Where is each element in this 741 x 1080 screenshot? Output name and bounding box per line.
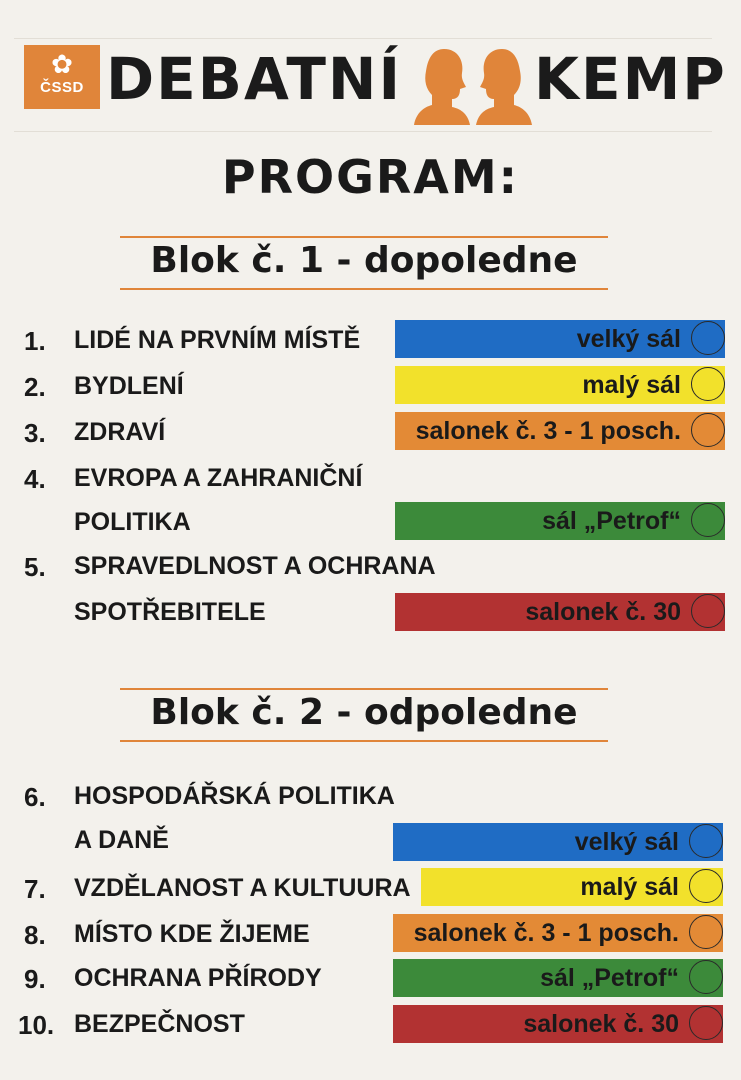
room-label: sál „Petrof“ [542,507,681,535]
title-kemp: KEMP [534,45,727,113]
room-bar [393,959,723,997]
item-number: 3. [24,418,46,448]
topic-label: EVROPA A ZAHRANIČNÍ [74,464,363,492]
item-number: 5. [24,552,46,582]
color-dot-icon [691,321,725,355]
topic-label: BYDLENÍ [74,372,184,400]
room-label: sál „Petrof“ [540,964,679,992]
item-number: 2. [24,372,46,402]
cssd-logo [24,45,100,109]
rose-icon: ✿ [51,49,73,79]
room-label: salonek č. 3 - 1 posch. [415,417,681,445]
item-number: 6. [24,782,46,812]
room-label: salonek č. 30 [523,1010,679,1038]
topic-label: BEZPEČNOST [74,1010,245,1038]
room-label: malý sál [580,873,679,901]
topic-label: ZDRAVÍ [74,418,166,446]
item-number: 8. [24,920,46,950]
block-divider [120,688,608,690]
block-divider [120,288,608,290]
item-number: 1. [24,326,46,356]
color-dot-icon [689,1006,723,1040]
topic-label: OCHRANA PŘÍRODY [74,964,322,992]
block-divider [120,236,608,238]
item-number: 10. [18,1010,55,1040]
color-dot-icon [691,413,725,447]
header-banner [14,38,727,132]
room-label: salonek č. 30 [525,598,681,626]
logo-text: ČSSD [40,79,84,96]
topic-label: POLITIKA [74,508,191,536]
topic-label: SPOTŘEBITELE [74,598,266,626]
head-silhouette-icon [414,45,470,125]
color-dot-icon [689,960,723,994]
color-dot-icon [689,915,723,949]
item-number: 4. [24,464,46,494]
room-bar [395,502,725,540]
room-bar [395,320,725,358]
color-dot-icon [689,824,723,858]
head-silhouette-icon [476,45,532,125]
item-number: 9. [24,964,46,994]
color-dot-icon [689,869,723,903]
topic-label: A DANĚ [74,826,169,854]
room-label: malý sál [582,371,681,399]
room-label: velký sál [574,828,679,856]
block-2-title: Blok č. 2 - odpoledne [150,692,578,733]
topic-label: LIDÉ NA PRVNÍM MÍSTĚ [74,326,361,354]
page-title: PROGRAM: [221,150,520,204]
room-bar [393,914,723,952]
topic-label: VZDĚLANOST A KULTUURA [74,874,411,902]
block-divider [120,740,608,742]
title-debatni: DEBATNÍ [106,45,403,113]
room-bar [393,823,723,861]
item-number: 7. [24,874,46,904]
color-dot-icon [691,367,725,401]
room-bar [395,366,725,404]
color-dot-icon [691,503,725,537]
room-label: salonek č. 3 - 1 posch. [413,919,679,947]
room-bar [421,868,723,906]
room-bar [395,593,725,631]
topic-label: MÍSTO KDE ŽIJEME [74,920,310,948]
color-dot-icon [691,594,725,628]
room-label: velký sál [576,325,681,353]
room-bar [393,1005,723,1043]
block-1-title: Blok č. 1 - dopoledne [150,240,578,281]
topic-label: HOSPODÁŘSKÁ POLITIKA [74,782,395,810]
topic-label: SPRAVEDLNOST A OCHRANA [74,552,436,580]
room-bar [395,412,725,450]
